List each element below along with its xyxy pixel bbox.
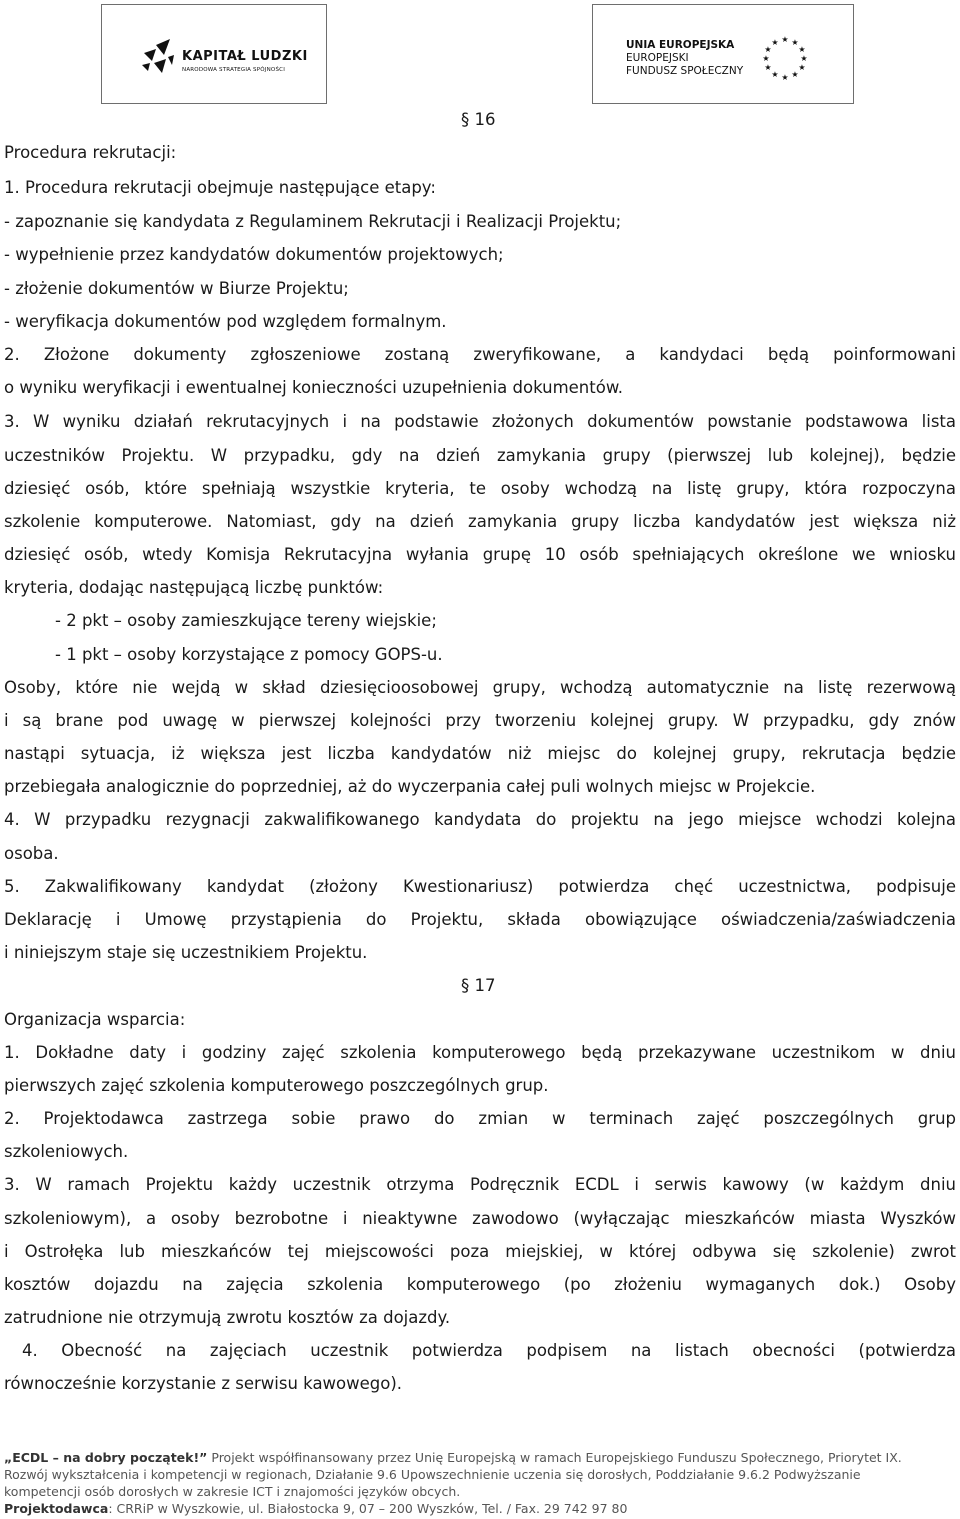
section-heading-rekrutacja: Procedura rekrutacji: xyxy=(4,143,177,162)
footer-line-1 xyxy=(4,1450,902,1466)
text-line: 2. Złożone dokumenty zgłoszeniowe zostaną zweryfikowane, a kandydaci będą poinformowani xyxy=(4,345,956,364)
svg-text:★: ★ xyxy=(771,70,779,79)
text-line: dziesięć osób, wtedy Komisja Rekrutacyjna wyłania grupę 10 osób spełniających określone we wniosku xyxy=(4,545,956,564)
text-line: - zapoznanie się kandydata z Regulaminem Rekrutacji i Realizacji Projektu; xyxy=(4,212,622,231)
text-line: 4. Obecność na zajęciach uczestnik potwierdza podpisem na listach obecności (potwierdza xyxy=(22,1341,956,1360)
svg-text:★: ★ xyxy=(791,38,799,47)
section-heading-organizacja: Organizacja wsparcia: xyxy=(4,1010,186,1029)
eu-logo-line2: EUROPEJSKI xyxy=(626,52,689,64)
text-line: kryteria, dodając następującą liczbę punktów: xyxy=(4,578,384,597)
eu-logo-line3: FUNDUSZ SPOŁECZNY xyxy=(626,65,744,77)
text-line: i są brane pod uwagę w pierwszej kolejności przy tworzeniu kolejnej grupy. W przypadku, gdy znów xyxy=(4,711,956,730)
svg-text:★: ★ xyxy=(798,45,806,54)
text-line: Osoby, które nie wejdą w skład dziesięcioosobowej grupy, wchodzą automatycznie na listę rezerwową xyxy=(4,678,956,697)
svg-text:★: ★ xyxy=(791,70,799,79)
text-line: 2. Projektodawca zastrzega sobie prawo do zmian w terminach zajęć poszczególnych grup xyxy=(4,1109,956,1128)
svg-text:★: ★ xyxy=(781,73,789,81)
footer-line-4-text: : CRRiP w Wyszkowie, ul. Białostocka 9, 07 – 200 Wyszków, Tel. / Fax. 29 742 97 80 xyxy=(108,1501,628,1516)
kapital-ludzki-emblem-icon xyxy=(140,35,176,75)
list-item: - 1 pkt – osoby korzystające z pomocy GOPS-u. xyxy=(55,645,443,664)
footer-line-3: kompetencji osób dorosłych w zakresie ICT i znajomości języków obcych. xyxy=(4,1484,461,1499)
list-item: - 2 pkt – osoby zamieszkujące tereny wiejskie; xyxy=(55,611,437,630)
text-line: i Ostrołęka lub mieszkańców tej miejscowości poza miejskiej, w której odbywa się szkolenie) zwrot xyxy=(4,1242,956,1261)
footer-line-2: Rozwój wykształcenia i kompetencji w regionach, Działanie 9.6 Upowszechnienie uczenia się dorosłych, Poddziałanie 9.6.2 Podwyższanie xyxy=(4,1467,861,1482)
svg-text:★: ★ xyxy=(764,45,772,54)
text-line: - weryfikacja dokumentów pod względem formalnym. xyxy=(4,312,447,331)
text-line: i niniejszym staje się uczestnikiem Projektu. xyxy=(4,943,368,962)
svg-text:★: ★ xyxy=(781,35,789,44)
svg-text:★: ★ xyxy=(771,38,779,47)
text-line: - wypełnienie przez kandydatów dokumentów projektowych; xyxy=(4,245,504,264)
footer-label: Projektodawca xyxy=(4,1501,109,1516)
text-line: Deklarację i Umowę przystąpienia do Projektu, składa obowiązujące oświadczenia/zaświadczenia xyxy=(4,910,956,929)
footer-slogan: „ECDL – na dobry początek!” xyxy=(4,1450,208,1465)
text-line: dziesięć osób, które spełniają wszystkie kryteria, te osoby wchodzą na listę grupy, która rozpoczyna xyxy=(4,479,956,498)
text-line: równocześnie korzystanie z serwisu kawowego). xyxy=(4,1374,403,1393)
paragraph-symbol-17: § 17 xyxy=(461,976,496,995)
logo-title: KAPITAŁ LUDZKI xyxy=(182,49,308,64)
text-line: nastąpi sytuacja, iż większa jest liczba kandydatów niż miejsc do kolejnej grupy, rekrutacja będzie xyxy=(4,744,956,763)
text-line: uczestników Projektu. W przypadku, gdy na dzień zamykania grupy (pierwszej lub kolejnej), będzie xyxy=(4,446,956,465)
logo-subtitle: NARODOWA STRATEGIA SPÓJNOŚCI xyxy=(182,67,286,73)
kapital-ludzki-logo xyxy=(101,4,327,104)
svg-text:★: ★ xyxy=(762,54,770,63)
text-line: pierwszych zajęć szkolenia komputerowego poszczególnych grup. xyxy=(4,1076,549,1095)
footer-line-1-text: Projekt współfinansowany przez Unię Europejską w ramach Europejskiego Funduszu Społecznego, Priorytet IX. xyxy=(207,1450,902,1465)
text-line: szkolenie komputerowe. Natomiast, gdy na dzień zamykania grupy liczba kandydatów jest większa niż xyxy=(4,512,956,531)
svg-text:★: ★ xyxy=(798,63,806,72)
eu-efs-logo xyxy=(592,4,854,104)
eu-logo-text xyxy=(626,39,743,78)
text-line: 3. W wyniku działań rekrutacyjnych i na podstawie złożonych dokumentów powstanie podstawowa lista xyxy=(4,412,956,431)
text-line: 5. Zakwalifikowany kandydat (złożony Kwestionariusz) potwierdza chęć uczestnictwa, podpisuje xyxy=(4,877,956,896)
text-line: przebiegała analogicznie do poprzedniej, aż do wyczerpania całej puli wolnych miejsc w Projekcie. xyxy=(4,777,816,796)
text-line: szkoleniowych. xyxy=(4,1142,129,1161)
svg-text:★: ★ xyxy=(800,54,808,63)
text-line: 4. W przypadku rezygnacji zakwalifikowanego kandydata do projektu na jego miejsce wchodzi kolejna xyxy=(4,810,956,829)
text-line: 1. Procedura rekrutacji obejmuje następujące etapy: xyxy=(4,178,436,197)
svg-text:★: ★ xyxy=(764,63,772,72)
text-line: szkoleniowym), a osoby bezrobotne i nieaktywne zawodowo (wyłączając mieszkańców miasta Wyszków xyxy=(4,1209,956,1228)
text-line: - złożenie dokumentów w Biurze Projektu; xyxy=(4,279,349,298)
paragraph-symbol-16: § 16 xyxy=(461,110,496,129)
text-line: 3. W ramach Projektu każdy uczestnik otrzyma Podręcznik ECDL i serwis kawowy (w każdym dniu xyxy=(4,1175,956,1194)
text-line: 1. Dokładne daty i godziny zajęć szkolenia komputerowego będą przekazywane uczestnikom w dniu xyxy=(4,1043,956,1062)
text-line: osoba. xyxy=(4,844,59,863)
footer-line-4 xyxy=(4,1501,627,1517)
text-line: zatrudnione nie otrzymują zwrotu kosztów za dojazdy. xyxy=(4,1308,451,1327)
text-line: kosztów dojazdu na zajęcia szkolenia komputerowego (po złożeniu wymaganych dok.) Osoby xyxy=(4,1275,956,1294)
eu-logo-line1: UNIA EUROPEJSKA xyxy=(626,39,735,51)
text-line: o wyniku weryfikacji i ewentualnej konieczności uzupełnienia dokumentów. xyxy=(4,378,624,397)
eu-stars-icon xyxy=(759,33,811,81)
